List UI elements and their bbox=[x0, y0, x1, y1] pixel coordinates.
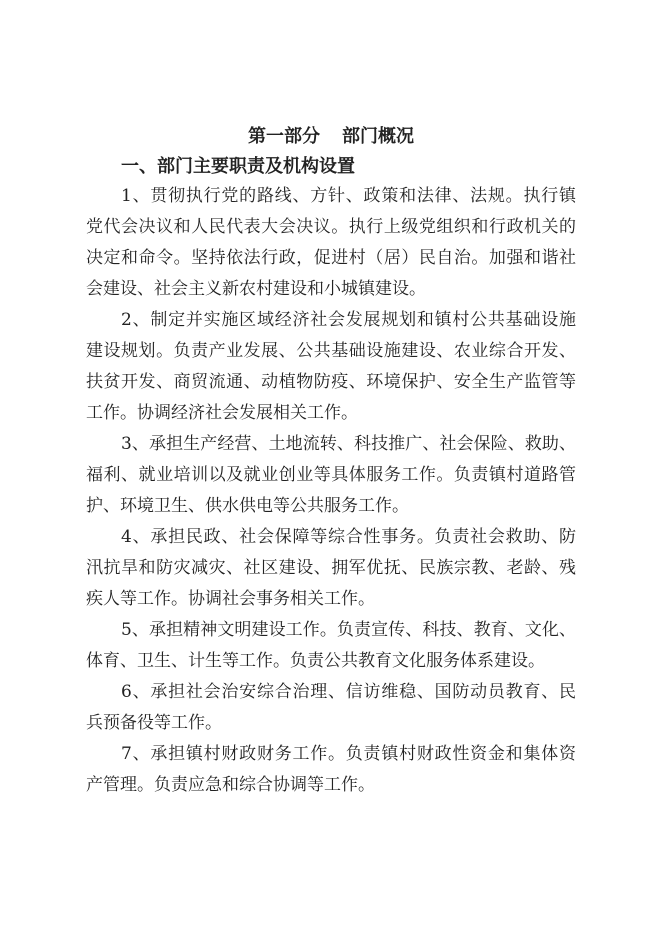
paragraph-line: 5、承担精神文明建设工作。负责宣传、科技、教育、文化、 bbox=[121, 620, 576, 640]
paragraph-4 bbox=[86, 522, 576, 615]
section-name: 部门概况 bbox=[342, 126, 414, 147]
paragraph-line: 产管理。负责应急和综合协调等工作。 bbox=[86, 775, 375, 795]
paragraph-7 bbox=[86, 739, 576, 801]
paragraph-line: 扶贫开发、商贸流通、动植物防疫、环境保护、安全生产监管等 bbox=[86, 372, 576, 392]
paragraph-line: 1、贯彻执行党的路线、方针、政策和法律、法规。执行镇 bbox=[121, 186, 576, 206]
paragraph-line: 7、承担镇村财政财务工作。负责镇村财政性资金和集体资 bbox=[121, 744, 576, 764]
section-title bbox=[0, 122, 662, 148]
paragraph-line: 体育、卫生、计生等工作。负责公共教育文化服务体系建设。 bbox=[86, 651, 545, 671]
paragraph-line: 兵预备役等工作。 bbox=[86, 713, 222, 733]
paragraph-line: 疾人等工作。协调社会事务相关工作。 bbox=[86, 589, 375, 609]
paragraph-line: 党代会决议和人民代表大会决议。执行上级党组织和行政机关的 bbox=[86, 217, 576, 237]
paragraph-1 bbox=[86, 181, 576, 305]
paragraph-line: 决定和命令。坚持依法行政，促进村（居）民自治。加强和谐社 bbox=[86, 248, 576, 268]
paragraph-line: 建设规划。负责产业发展、公共基础设施建设、农业综合开发、 bbox=[86, 341, 576, 361]
paragraph-6 bbox=[86, 677, 576, 739]
section-part: 第一部分 bbox=[248, 126, 320, 147]
paragraph-line: 工作。协调经济社会发展相关工作。 bbox=[86, 403, 358, 423]
paragraph-line: 汛抗旱和防灾减灾、社区建设、拥军优抚、民族宗教、老龄、残 bbox=[86, 558, 576, 578]
paragraph-line: 4、承担民政、社会保障等综合性事务。负责社会救助、防 bbox=[121, 527, 576, 547]
subsection-heading: 一、部门主要职责及机构设置 bbox=[121, 156, 355, 177]
paragraph-line: 会建设、社会主义新农村建设和小城镇建设。 bbox=[86, 279, 426, 299]
paragraph-5 bbox=[86, 615, 576, 677]
paragraph-line: 3、承担生产经营、土地流转、科技推广、社会保险、救助、 bbox=[121, 434, 576, 454]
paragraph-line: 6、承担社会治安综合治理、信访维稳、国防动员教育、民 bbox=[121, 682, 576, 702]
paragraph-line: 护、环境卫生、供水供电等公共服务工作。 bbox=[86, 496, 409, 516]
document-body bbox=[86, 181, 576, 801]
paragraph-line: 2、制定并实施区域经济社会发展规划和镇村公共基础设施 bbox=[121, 310, 576, 330]
paragraph-3 bbox=[86, 429, 576, 522]
paragraph-line: 福利、就业培训以及就业创业等具体服务工作。负责镇村道路管 bbox=[86, 465, 576, 485]
paragraph-2 bbox=[86, 305, 576, 429]
